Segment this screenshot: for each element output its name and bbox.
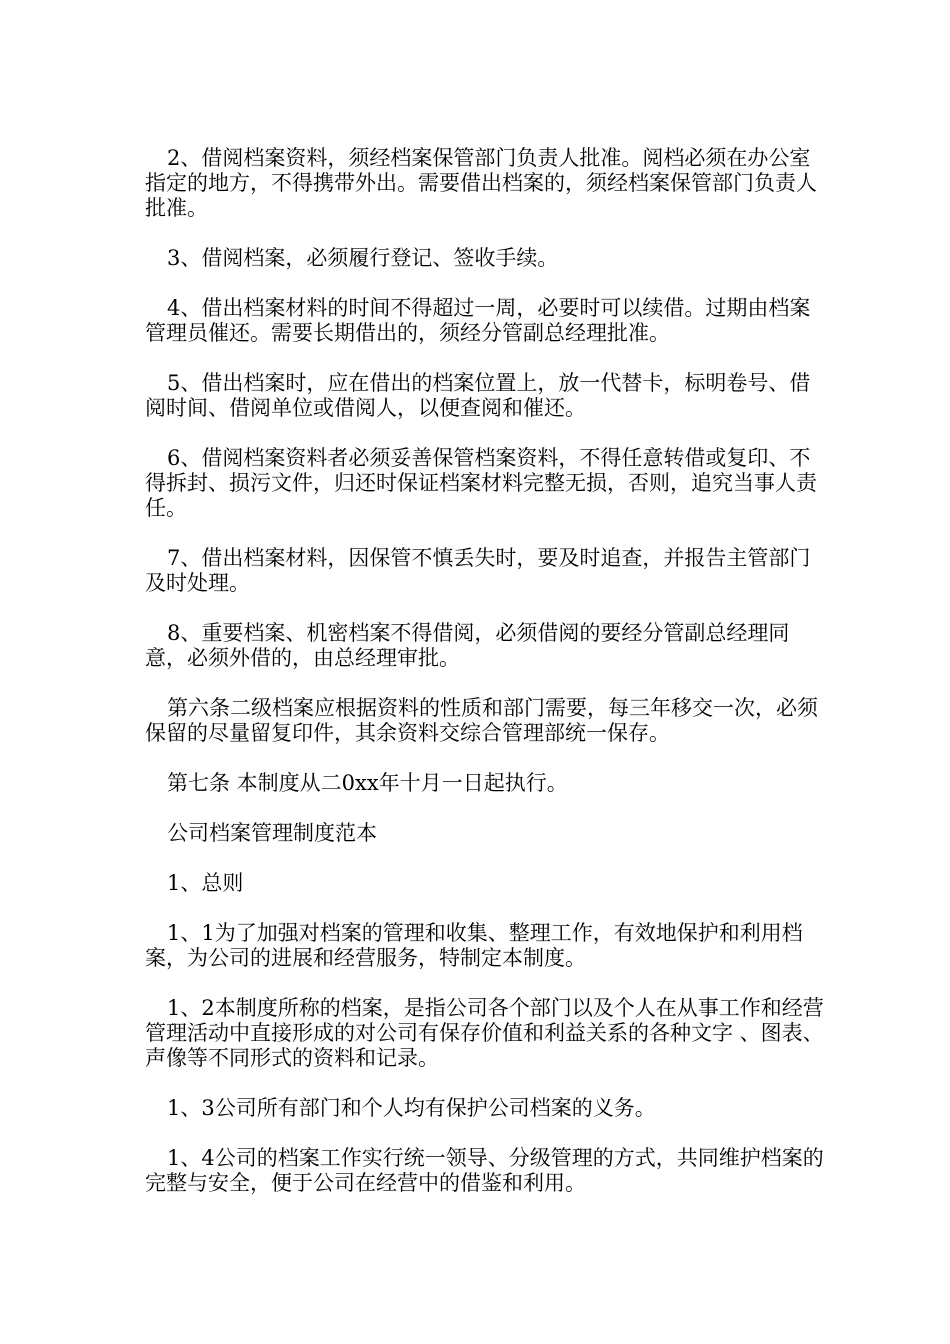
- paragraph-safekeeping: 6、借阅档案资料者必须妥善保管档案资料，不得任意转借或复印、不得拆封、损污文件，归还时保证档案材料完整无损，否则，追究当事人责任。: [145, 446, 817, 520]
- paragraph-clause-1-2: 1、2本制度所称的档案，是指公司各个部门以及个人在从事工作和经营管理活动中直接形成的对公司有保存价值和利益关系的各种文字 、图表、声像等不同形式的资料和记录。: [145, 996, 824, 1070]
- paragraph-clause-1-3: 1、3公司所有部门和个人均有保护公司档案的义务。: [167, 1096, 656, 1120]
- paragraph-loss-handling: 7、借出档案材料，因保管不慎丢失时，要及时追查，并报告主管部门及时处理。: [145, 546, 811, 595]
- paragraph-article-six: 第六条二级档案应根据资料的性质和部门需要，每三年移交一次，必须保留的尽量留复印件，其余资料交综合管理部统一保存。: [145, 696, 818, 745]
- paragraph-article-seven: 第七条 本制度从二0xx年十月一日起执行。: [167, 771, 568, 795]
- paragraph-clause-1-1: 1、1为了加强对档案的管理和收集、整理工作，有效地保护和利用档案，为公司的进展和经营服务，特制定本制度。: [145, 921, 803, 970]
- paragraph-borrow-duration: 4、借出档案材料的时间不得超过一周，必要时可以续借。过期由档案管理员催还。需要长期借出的，须经分管副总经理批准。: [145, 296, 811, 345]
- paragraph-borrow-approval: 2、借阅档案资料，须经档案保管部门负责人批准。阅档必须在办公室指定的地方，不得携带外出。需要借出档案的，须经档案保管部门负责人批准。: [145, 146, 817, 220]
- section-title: 公司档案管理制度范本: [167, 821, 377, 845]
- paragraph-borrow-registration: 3、借阅档案，必须履行登记、签收手续。: [167, 246, 559, 270]
- document-page: [145, 146, 825, 1221]
- heading-general-provisions: 1、总则: [167, 871, 244, 895]
- paragraph-clause-1-4: 1、4公司的档案工作实行统一领导、分级管理的方式，共同维护档案的完整与安全，便于公司在经营中的借鉴和利用。: [145, 1146, 824, 1195]
- paragraph-substitute-card: 5、借出档案时，应在借出的档案位置上，放一代替卡，标明卷号、借阅时间、借阅单位或借阅人，以便查阅和催还。: [145, 371, 811, 420]
- paragraph-confidential-archives: 8、重要档案、机密档案不得借阅，必须借阅的要经分管副总经理同意，必须外借的，由总经理审批。: [145, 621, 790, 670]
